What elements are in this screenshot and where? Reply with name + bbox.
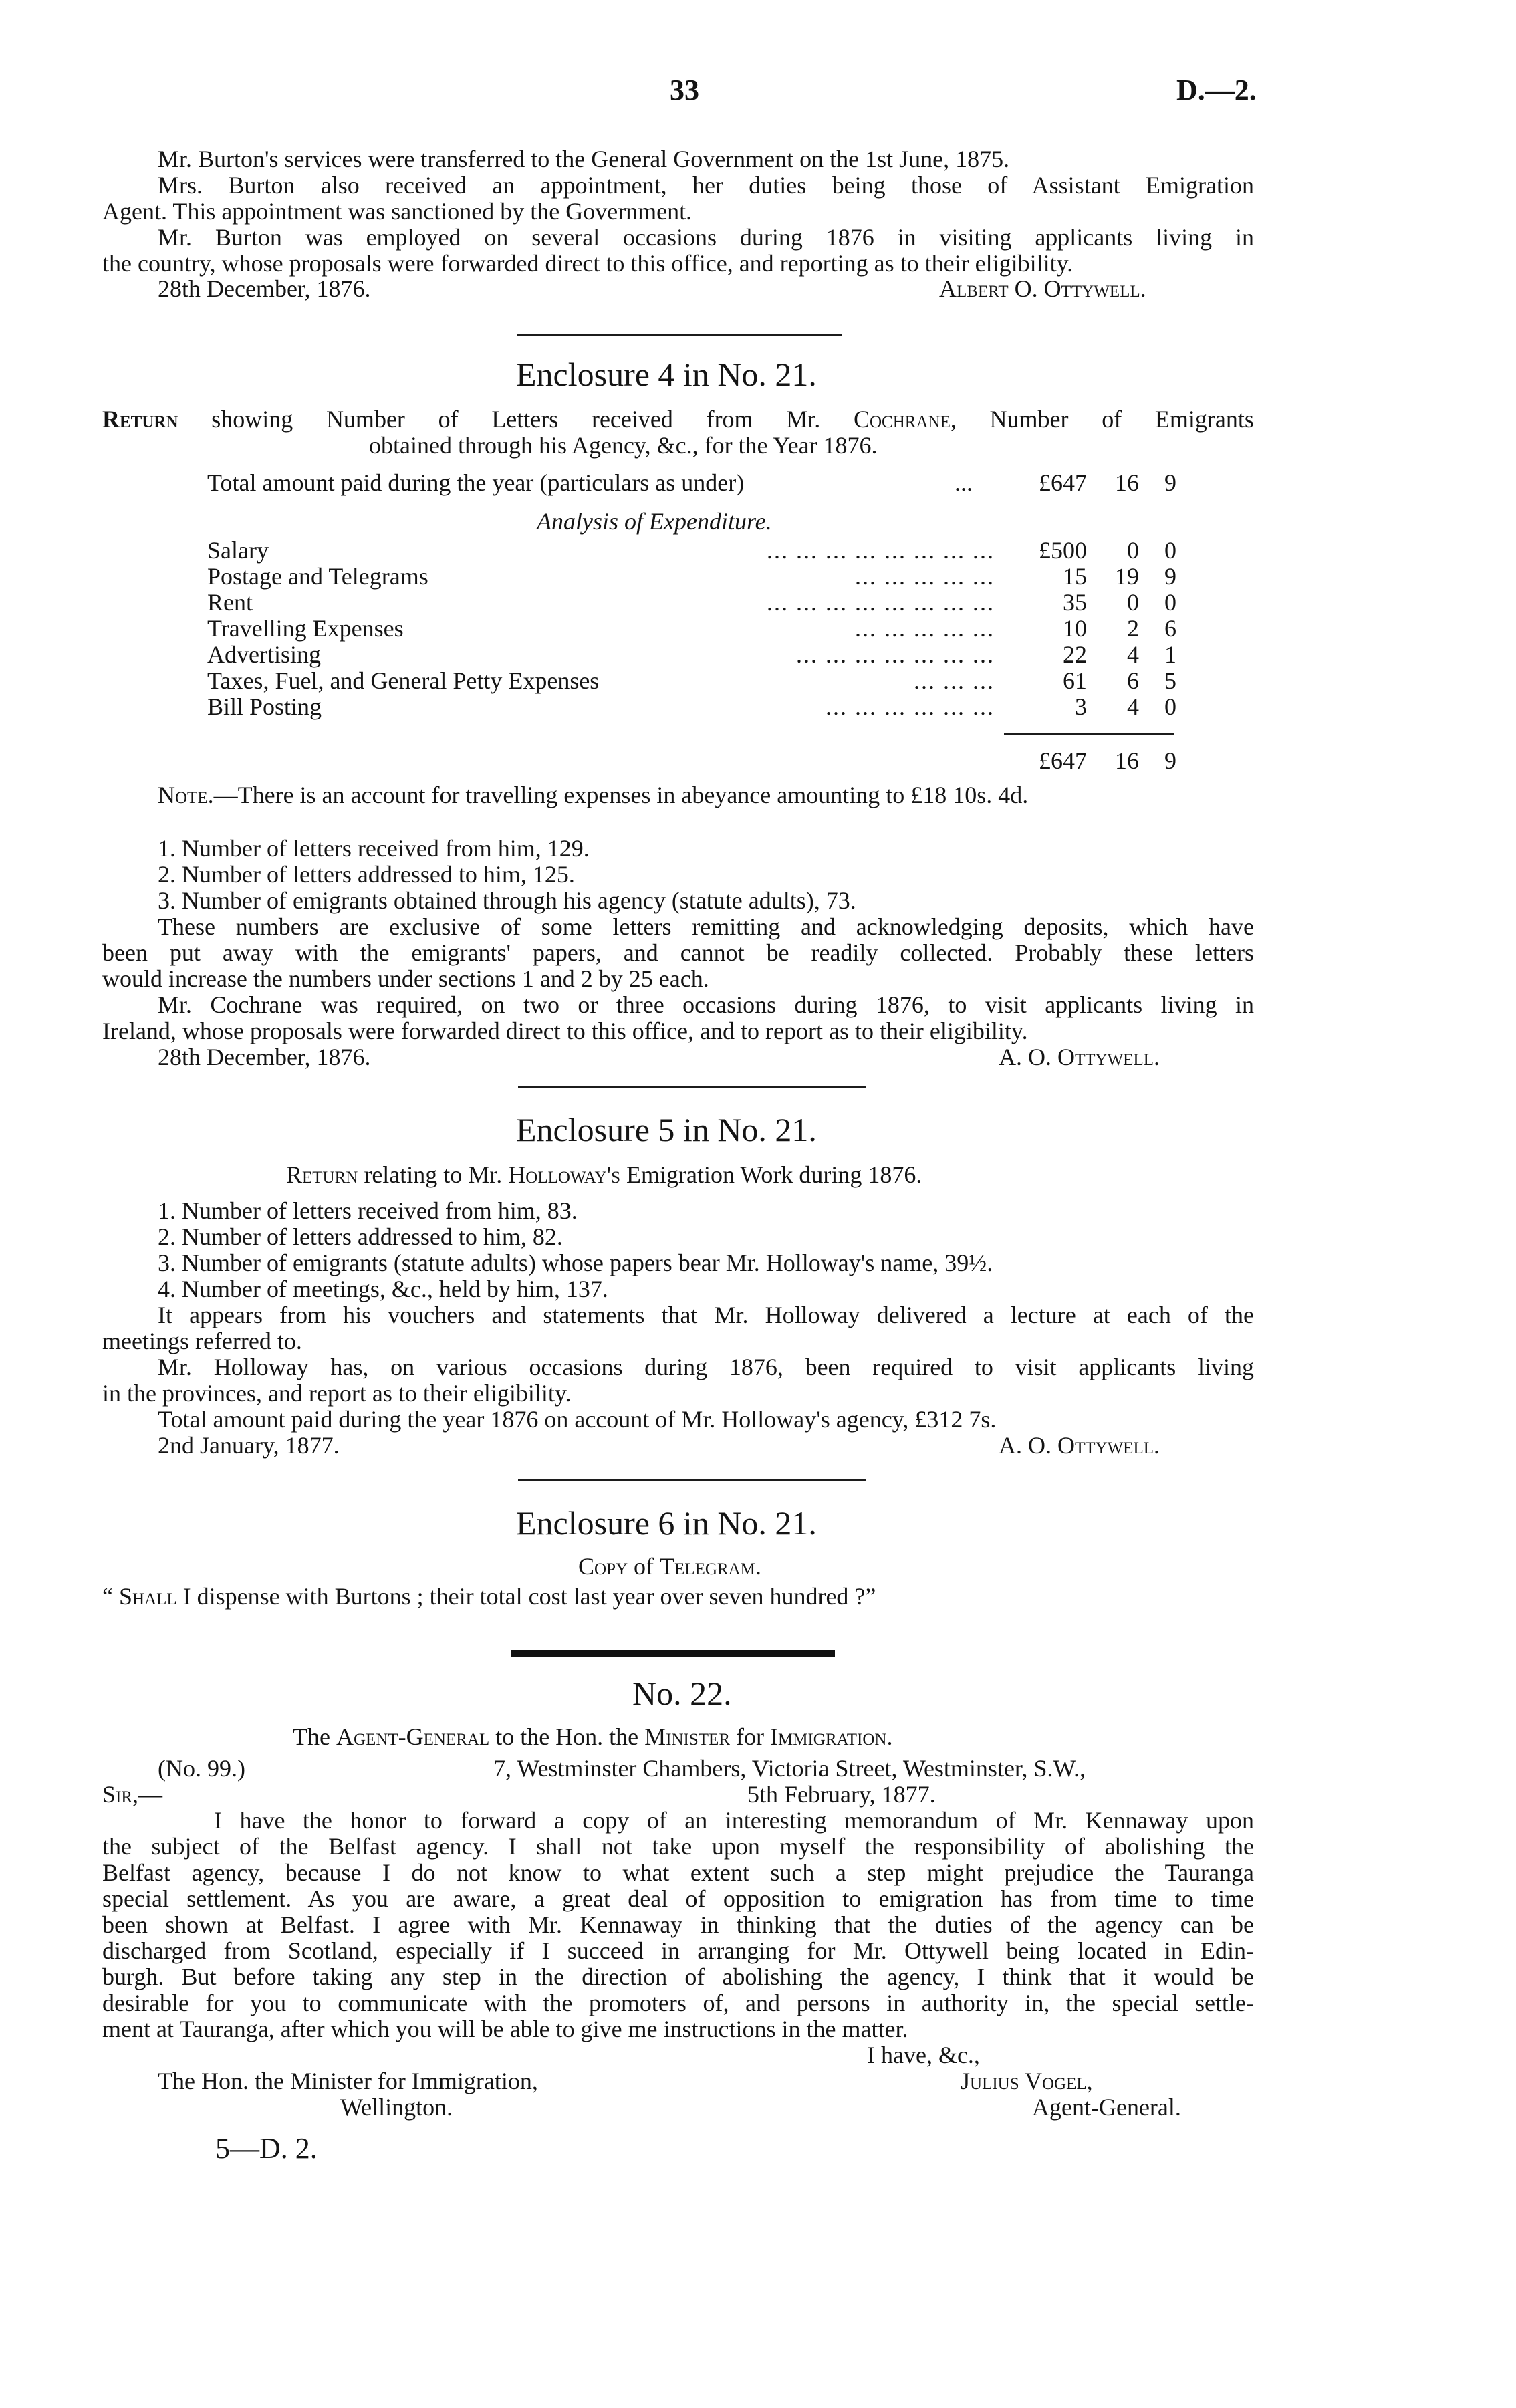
expenditure-pence: 9 — [1164, 563, 1176, 590]
expenditure-pence: 5 — [1164, 667, 1176, 694]
letter-body-line: been shown at Belfast. I agree with Mr. Kennaway in thinking that the duties of the agency can be — [102, 1911, 1254, 1938]
enclosure-4-heading: Enclosure 4 in No. 21. — [516, 356, 817, 393]
enclosure-4-paragraph-2-line-1: Mr. Cochrane was required, on two or three occasions during 1876, to visit applicants living in — [158, 991, 1254, 1018]
subtitle-text: relating to Mr. — [358, 1161, 509, 1188]
enclosure-6-subtitle — [578, 1553, 761, 1580]
enclosure-4-return-line — [102, 406, 1254, 433]
section-divider — [518, 1479, 866, 1481]
leader-dots: ... ... ... ... ... — [855, 563, 995, 590]
total-paid-label: Total amount paid during the year (particulars as under) — [207, 469, 745, 496]
no-22-subtitle — [293, 1723, 893, 1750]
enclosure-5-subtitle — [286, 1161, 922, 1188]
enclosure-4-paragraph-2-line-2: Ireland, whose proposals were forwarded direct to this office, and to report as to their eligibility. — [102, 1017, 1028, 1044]
enclosure-5-date: 2nd January, 1877. — [158, 1432, 340, 1459]
enclosure-4-item-1: 1. Number of letters received from him, 129. — [158, 835, 590, 862]
expenditure-shillings: 0 — [1127, 589, 1139, 616]
expenditure-shillings: 2 — [1127, 615, 1139, 642]
leader-dots: ... ... ... ... ... — [855, 615, 995, 642]
subtitle-text: Emigration Work during 1876. — [620, 1161, 922, 1188]
expenditure-label: Advertising — [207, 641, 321, 668]
page-number: 33 — [670, 74, 699, 106]
letter-closing: I have, &c., — [867, 2042, 980, 2068]
section-divider-thick — [511, 1650, 835, 1657]
enclosure-5-heading: Enclosure 5 in No. 21. — [516, 1111, 817, 1149]
return-label: Return — [286, 1161, 358, 1188]
subtitle-text: of — [628, 1553, 660, 1580]
analysis-heading: Analysis of Expenditure. — [537, 508, 772, 535]
enclosure-5-paragraph-1-line-2: meetings referred to. — [102, 1328, 302, 1354]
expenditure-row — [207, 537, 1176, 564]
signature-name: Julius Vogel, — [961, 2068, 1093, 2094]
telegram-body: I dispense with Burtons ; their total cost last year over seven hundred ?” — [176, 1583, 876, 1610]
return-word: Emigrants — [1154, 406, 1254, 433]
document-reference: D.—2. — [1176, 74, 1257, 106]
enclosure-4-item-2: 2. Number of letters addressed to him, 125. — [158, 861, 575, 888]
expenditure-label: Postage and Telegrams — [207, 563, 428, 590]
expenditure-shillings: 19 — [1115, 563, 1139, 590]
subtitle-recipient: Minister — [644, 1723, 731, 1750]
leader-dots: ... ... ... ... ... ... ... — [796, 641, 995, 668]
expenditure-shillings: 4 — [1127, 641, 1139, 668]
grand-total-pounds: £647 — [1039, 747, 1087, 774]
section-divider — [517, 334, 842, 336]
expenditure-label: Rent — [207, 589, 253, 616]
letter-date: 5th February, 1877. — [747, 1781, 936, 1808]
letter-body-line-last: ment at Tauranga, after which you will be able to give me instructions in the matter. — [102, 2016, 908, 2042]
expenditure-pence: 6 — [1164, 615, 1176, 642]
enclosure-5-paragraph-1-line-1: It appears from his vouchers and statements that Mr. Holloway delivered a lecture at each of the — [158, 1302, 1254, 1328]
letter-body-line: Belfast agency, because I do not know to what extent such a step might prejudice the Tauranga — [102, 1859, 1254, 1886]
expenditure-label: Taxes, Fuel, and General Petty Expenses — [207, 667, 600, 694]
enclosure-4-note — [158, 781, 1028, 808]
expenditure-row — [207, 667, 1176, 694]
total-pounds: £647 — [1039, 469, 1087, 496]
total-paid-dots: ... — [955, 469, 973, 496]
telegram-text — [102, 1583, 876, 1610]
addressee-line-2: Wellington. — [340, 2094, 453, 2121]
signature-title: Agent-General. — [1032, 2094, 1181, 2121]
leader-dots: ... ... ... ... ... ... ... ... — [767, 589, 995, 616]
expenditure-pence: 0 — [1164, 589, 1176, 616]
expenditure-row — [207, 615, 1176, 642]
note-text: —There is an account for travelling expenses in abeyance amounting to £18 10s. 4d. — [213, 781, 1029, 808]
return-label: Return — [102, 406, 178, 433]
telegram-first-word: Shall — [118, 1583, 177, 1610]
subtitle-department: Immigration. — [770, 1723, 893, 1750]
total-shillings: 16 — [1115, 469, 1139, 496]
enclosure-5-item-4: 4. Number of meetings, &c., held by him, 137. — [158, 1276, 608, 1302]
burton-paragraph-2-line-1: Mrs. Burton also received an appointment, her duties being those of Assistant Emigration — [158, 172, 1254, 199]
subtitle-telegram: Telegram. — [660, 1553, 761, 1580]
total-pence: 9 — [1164, 469, 1176, 496]
burton-paragraph-3-line-1: Mr. Burton was employed on several occasions during 1876 in visiting applicants living in — [158, 224, 1254, 251]
enclosure-4-paragraph-1-line-3: would increase the numbers under sections 1 and 2 by 25 each. — [102, 965, 709, 992]
enclosure-5-item-2: 2. Number of letters addressed to him, 82. — [158, 1223, 563, 1250]
enclosure-5-paragraph-2-line-1: Mr. Holloway has, on various occasions during 1876, been required to visit applicants living — [158, 1354, 1254, 1380]
expenditure-row — [207, 589, 1176, 616]
enclosure-5-paragraph-3: Total amount paid during the year 1876 on account of Mr. Holloway's agency, £312 7s. — [158, 1406, 997, 1433]
expenditure-pounds: 61 — [1063, 667, 1087, 694]
expenditure-row — [207, 563, 1176, 590]
enclosure-5-item-1: 1. Number of letters received from him, 83. — [158, 1197, 578, 1224]
grand-total-shillings: 16 — [1115, 747, 1139, 774]
expenditure-pounds: 3 — [1075, 693, 1087, 720]
addressee-line-1: The Hon. the Minister for Immigration, — [158, 2068, 538, 2094]
expenditure-pence: 1 — [1164, 641, 1176, 668]
enclosure-4-paragraph-1-line-1: These numbers are exclusive of some letters remitting and acknowledging deposits, which have — [158, 913, 1254, 940]
return-name: Cochrane, — [853, 406, 957, 433]
enclosure-4-return-line-2: obtained through his Agency, &c., for the Year 1876. — [369, 432, 878, 459]
letter-body-line: I have the honor to forward a copy of an interesting memorandum of Mr. Kennaway upon — [214, 1807, 1254, 1834]
subtitle-text: The — [293, 1723, 336, 1750]
return-word: from — [706, 406, 753, 433]
letter-salutation: Sir,— — [102, 1781, 163, 1808]
return-word: Mr. — [786, 406, 821, 433]
subtitle-name: Holloway's — [508, 1161, 620, 1188]
subtitle-text: to the Hon. the — [489, 1723, 645, 1750]
letter-reference: (No. 99.) — [158, 1755, 245, 1782]
enclosure-4-paragraph-1-line-2: been put away with the emigrants' papers, and cannot be readily collected. Probably these letters — [102, 939, 1254, 966]
burton-date: 28th December, 1876. — [158, 275, 371, 302]
leader-dots: ... ... ... ... ... ... ... ... — [767, 537, 995, 564]
enclosure-5-item-3: 3. Number of emigrants (statute adults) whose papers bear Mr. Holloway's name, 39½. — [158, 1249, 993, 1276]
expenditure-shillings: 4 — [1127, 693, 1139, 720]
letter-body-line: the subject of the Belfast agency. I shall not take upon myself the responsibility of abolishing the — [102, 1833, 1254, 1860]
expenditure-total-row — [207, 747, 1176, 774]
return-word: Number — [989, 406, 1069, 433]
quote-open: “ — [102, 1583, 119, 1610]
expenditure-pounds: 15 — [1063, 563, 1087, 590]
expenditure-label: Salary — [207, 537, 269, 564]
leader-dots: ... ... ... ... ... ... — [826, 693, 995, 720]
enclosure-6-heading: Enclosure 6 in No. 21. — [516, 1504, 817, 1542]
expenditure-pence: 0 — [1164, 537, 1176, 564]
letter-body-line: burgh. But before taking any step in the direction of abolishing the agency, I think that it would be — [102, 1963, 1254, 1990]
burton-paragraph-3-line-2: the country, whose proposals were forwarded direct to this office, and reporting as to their eligibility. — [102, 250, 1073, 277]
enclosure-4-date: 28th December, 1876. — [158, 1044, 371, 1070]
printer-signature-mark: 5—D. 2. — [215, 2132, 318, 2165]
no-22-heading: No. 22. — [632, 1675, 732, 1712]
return-word: Letters — [491, 406, 559, 433]
return-word: Number — [326, 406, 405, 433]
letter-address: 7, Westminster Chambers, Victoria Street, Westminster, S.W., — [493, 1755, 1086, 1782]
note-label: Note. — [158, 781, 214, 808]
enclosure-4-item-3: 3. Number of emigrants obtained through his agency (statute adults), 73. — [158, 887, 856, 914]
return-word: showing — [211, 406, 293, 433]
expenditure-pounds: 10 — [1063, 615, 1087, 642]
expenditure-pence: 0 — [1164, 693, 1176, 720]
enclosure-4-signature: A. O. Ottywell. — [999, 1044, 1160, 1070]
expenditure-pounds: £500 — [1039, 537, 1087, 564]
expenditure-label: Travelling Expenses — [207, 615, 404, 642]
leader-dots: ... ... ... — [914, 667, 995, 694]
burton-paragraph-1: Mr. Burton's services were transferred to the General Government on the 1st June, 1875. — [158, 146, 1010, 172]
expenditure-row — [207, 693, 1176, 720]
enclosure-5-signature: A. O. Ottywell. — [999, 1432, 1160, 1459]
letter-body-line: special settlement. As you are aware, a great deal of opposition to emigration has from time to time — [102, 1885, 1254, 1912]
return-word: received — [591, 406, 673, 433]
enclosure-5-paragraph-2-line-2: in the provinces, and report as to their eligibility. — [102, 1380, 572, 1407]
expenditure-label: Bill Posting — [207, 693, 322, 720]
subtitle-copy: Copy — [578, 1553, 628, 1580]
sum-rule — [1004, 733, 1174, 735]
burton-signature: Albert O. Ottywell. — [939, 275, 1146, 302]
letter-body-line: discharged from Scotland, especially if I succeed in arranging for Mr. Ottywell being located in Edin- — [102, 1937, 1254, 1964]
grand-total-pence: 9 — [1164, 747, 1176, 774]
expenditure-shillings: 0 — [1127, 537, 1139, 564]
total-paid-amount — [207, 469, 1176, 496]
letter-body-line: desirable for you to communicate with the promoters of, and persons in authority in, the special settle- — [102, 1990, 1254, 2016]
subtitle-sender: Agent-General — [336, 1723, 490, 1750]
expenditure-pounds: 35 — [1063, 589, 1087, 616]
expenditure-shillings: 6 — [1127, 667, 1139, 694]
subtitle-text: for — [730, 1723, 770, 1750]
section-divider — [518, 1086, 866, 1088]
burton-paragraph-2-line-2: Agent. This appointment was sanctioned by the Government. — [102, 198, 692, 225]
expenditure-pounds: 22 — [1063, 641, 1087, 668]
return-word: of — [438, 406, 459, 433]
expenditure-row — [207, 641, 1176, 668]
return-word: of — [1102, 406, 1122, 433]
